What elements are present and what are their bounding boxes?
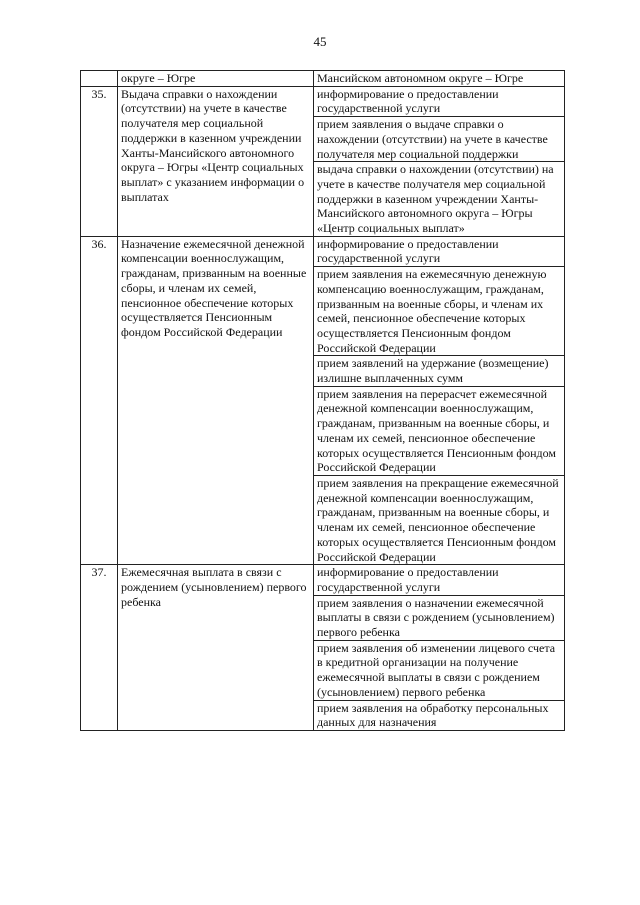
sub-service: прием заявления об изменении лицевого счета в кредитной организации на получение ежемесячной выплаты в связи с рождением (усыновлением) первого ребенка [314,640,565,700]
sub-service: прием заявления на прекращение ежемесячной денежной компенсации военнослужащим, гражданам, призванным на военные сборы, и членам их семей, пенсионное обеспечение которых осуществляется Пенсионным фондом Российской Федерации [314,475,565,564]
service-number: 36. [81,236,118,564]
service-name: Выдача справки о нахождении (отсутствии) на учете в качестве получателя мер социальной поддержки в казенном учреждении Ханты-Мансийского автономного округа – Югры «Центр социальных выплат» с указанием информации о выплатах [118,86,314,236]
service-name: Назначение ежемесячной денежной компенсации военнослужащим, гражданам, призванным на военные сборы, и членам их семей, пенсионное обеспечение которых осуществляется Пенсионным фондом Российской Федерации [118,236,314,564]
page-number: 45 [313,34,327,49]
service-name: Ежемесячная выплата в связи с рождением (усыновлением) первого ребенка [118,565,314,731]
table-row [81,236,565,266]
sub-service: информирование о предоставлении государственной услуги [314,236,565,266]
sub-service: прием заявления на перерасчет ежемесячной денежной компенсации военнослужащим, гражданам, призванным на военные сборы, и членам их семей, пенсионное обеспечение которых осуществляется Пенсионным фондом Российской Федерации [314,386,565,475]
table-row [81,86,565,116]
sub-service: прием заявления на обработку персональных данных для назначения [314,700,565,730]
sub-service: выдача справки о нахождении (отсутствии) на учете в качестве получателя мер социальной поддержки в казенном учреждении Ханты-Мансийского автономного округа – Югры «Центр социальных выплат» [314,162,565,237]
sub-service: информирование о предоставлении государственной услуги [314,86,565,116]
sub-service: прием заявлений на удержание (возмещение) излишне выплаченных сумм [314,356,565,386]
sub-service: прием заявления о выдаче справки о нахождении (отсутствии) на учете в качестве получателя мер социальной поддержки [314,117,565,162]
sub-service: прием заявления о назначении ежемесячной выплаты в связи с рождением (усыновлением) первого ребенка [314,595,565,640]
header-region-cell: округе – Югре [118,71,314,87]
sub-service: прием заявления на ежемесячную денежную компенсацию военнослужащим, гражданам, призванным на военные сборы, и членам их семей, пенсионное обеспечение которых осуществляется Пенсионным фондом Российской Федерации [314,267,565,356]
services-table [80,70,565,731]
table-body [81,71,565,731]
service-number: 35. [81,86,118,236]
header-num-cell [81,71,118,87]
table-header-row [81,71,565,87]
sub-service: информирование о предоставлении государственной услуги [314,565,565,595]
service-number: 37. [81,565,118,731]
header-region-full-cell: Мансийском автономном округе – Югре [314,71,565,87]
table-row [81,565,565,595]
